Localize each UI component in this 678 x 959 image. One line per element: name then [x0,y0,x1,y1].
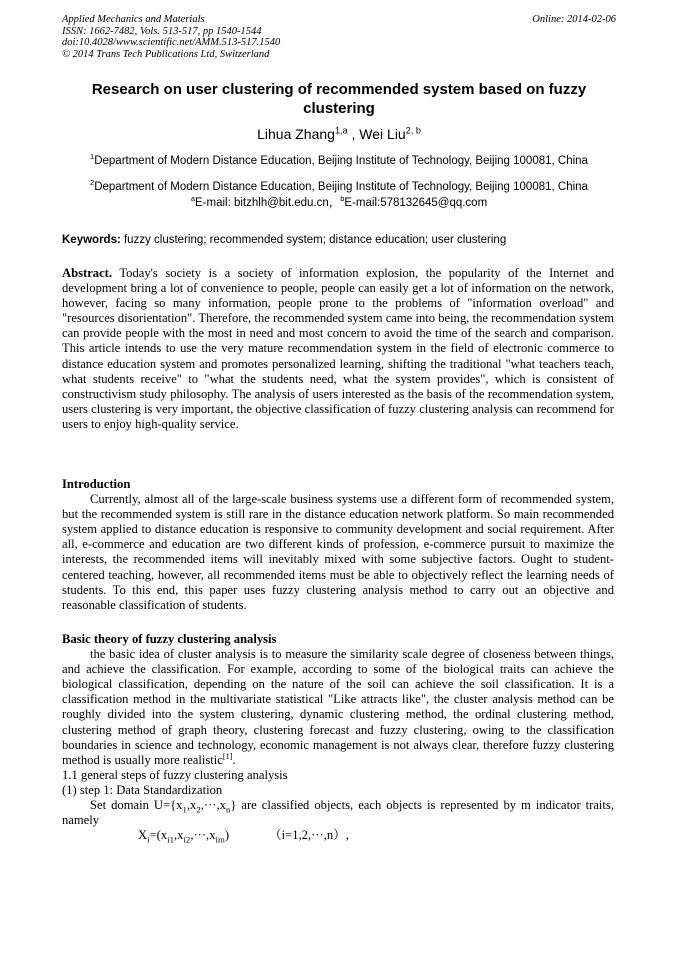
introduction-paragraph: Currently, almost all of the large-scale business systems use a different form of recommended system, but the recommended system is still rare in the distance education network platform. So main recommended system applied to distance education is responsive to community development and social requirement. After all, e-commerce and education are two different kinds of profession, e-commerce pursuit to maximize the interests, the recommended items will inevitably mixed with some subjective factors. Ought to student-centered teaching, however, all recommended items must be able to objectively reflect the learning needs of students. To this end, this paper uses fuzzy clustering analysis method to carry out an objective and reasonable classification of students. [62,492,614,612]
affiliation-1-text: Department of Modern Distance Education, Beijing Institute of Technology, Beijing 100081, China [94,155,588,167]
domain-text: ,x [186,798,197,813]
email-a-mark: a [190,194,195,204]
citation-1: [1] [222,751,233,761]
affiliation-2-text: Department of Modern Distance Education, Beijing Institute of Technology, Beijing 100081, China [94,181,588,193]
equation-part: X [138,828,148,843]
equation-sub: i2 [183,834,191,845]
introduction-section [62,477,614,613]
journal-header [62,14,616,60]
domain-sub-2: 2 [196,804,201,815]
affiliation-1 [62,154,616,168]
author-2-marks: 2, b [405,125,421,136]
email-b: E-mail:578132645@qq.com [344,197,488,209]
abstract [62,266,614,432]
author-2: Wei Liu [359,126,406,142]
issn-line: ISSN: 1662-7482, Vols. 513-517, pp 1540-1544 [62,25,262,37]
basic-theory-end: . [232,752,236,767]
doi-line: doi:10.4028/www.scientific.net/AMM.513-517.1540 [62,37,281,48]
equation-part: =(x [149,828,168,843]
author-separator: , [347,126,360,142]
online-date: Online: 2014-02-06 [532,14,616,25]
affiliation-2-mark: 2 [90,178,95,188]
subsection-heading: 1.1 general steps of fuzzy clustering analysis [62,767,288,782]
keywords-label: Keywords: [62,234,121,246]
affiliation-1-mark: 1 [90,152,95,162]
basic-theory-paragraph [62,647,614,768]
domain-paragraph [62,798,614,828]
domain-sub-n: n [225,804,231,815]
equation-index: （i=1,2,···,n）, [269,828,349,843]
equation-sub: im [215,834,225,845]
domain-text: } are classified objects, each objects is represented by m indicator traits, namely [62,798,614,828]
equation-part: ) [224,828,230,843]
equation-part: ,···,x [190,828,216,843]
keywords [62,233,616,247]
domain-text: ,···,x [200,798,226,813]
domain-sub-1: 1 [182,804,187,815]
affiliation-2 [62,180,616,194]
equation-sub: i1 [167,834,175,845]
step-heading: (1) step 1: Data Standardization [62,782,223,797]
author-line [62,125,616,143]
equation-part: ,x [174,828,184,843]
basic-theory-text: the basic idea of cluster analysis is to measure the similarity scale degree of closeness between things, and achieve the classification. For example, according to some of the biological traits can achieve the biological classification, depending on the nature of the soil can achieve the soil classification. It is a classification method in the multivariate statistical "Like attracts like", the cluster analysis method can be roughly divided into the system clustering, dynamic clustering method, the ordinal clustering method, clustering method of graph theory, clustering forecast and fuzzy clustering, owing to the classification boundaries in science and technology, economic management is not always clear, therefore fuzzy clustering method is usually more realistic [62,647,614,767]
copyright-line: © 2014 Trans Tech Publications Ltd, Switzerland [62,48,270,60]
keywords-text: fuzzy clustering; recommended system; distance education; user clustering [120,234,507,246]
equation-xi [62,828,614,843]
equation-sub: i [147,834,150,845]
paper-title: Research on user clustering of recommended system based on fuzzy clustering [91,81,587,117]
basic-theory-heading: Basic theory of fuzzy clustering analysis [62,632,277,646]
email-a: E-mail: bitzhlh@bit.edu.cn， [195,197,341,209]
author-1: Lihua Zhang [257,126,335,142]
journal-name: Applied Mechanics and Materials [62,14,205,25]
abstract-label: Abstract. [62,266,113,280]
abstract-text: Today's society is a society of information explosion, the popularity of the Internet and development bring a lot of convenience to people, people can easily get a lot of information on the network, however, facing so many information, people prone to the problems of "information overload" and "resources disorientation". Therefore, the recommended system came into being, the recommendation system can provide people with the most in need and most concern to avoid the time of the search and comparison. This article intends to use the very mature recommendation system in the field of electronic commerce to distance education system and promotes personalized learning, shifting the traditional "what teachers teach, what students receive" to "what the students need, what the system provides", which is consistent of constructivism study philosophy. The analysis of users interested as the basis of the recommendation system, users clustering is very important, the objective classification of fuzzy clustering analysis can recommend for users to enjoy high-quality service. [62,266,614,431]
domain-text: Set domain U={x [90,798,183,813]
introduction-heading: Introduction [62,477,131,491]
email-line [62,196,616,210]
email-b-mark: b [340,194,345,204]
basic-theory-section [62,632,614,843]
author-1-marks: 1,a [334,125,348,136]
